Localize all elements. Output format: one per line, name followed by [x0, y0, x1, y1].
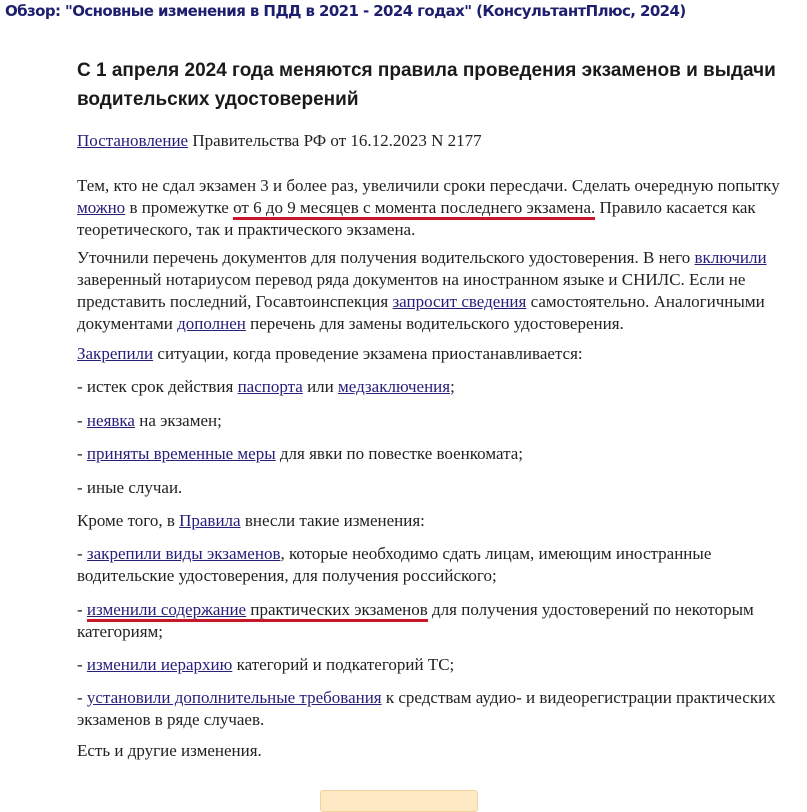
para4-text: внесли такие изменения: — [240, 511, 425, 530]
list-item — [77, 654, 792, 676]
list-text: - — [77, 544, 87, 563]
paragraph-retake — [77, 175, 792, 241]
para3-text: ситуации, когда проведение экзамена приостанавливается: — [153, 344, 583, 363]
list-text: или — [302, 377, 338, 396]
para4-text: Кроме того, в — [77, 511, 180, 530]
highlighted-retake-period: от 6 до 9 месяцев с момента последнего экзамена. — [233, 198, 595, 220]
list-text: к средствам аудио- и видеорегистрации практических экзаменов в ряде случаев. — [77, 688, 776, 729]
para2-text: перечень для замены водительского удостоверения. — [245, 314, 624, 333]
paragraph-documents — [77, 247, 792, 335]
link-pasporta[interactable]: паспорта — [237, 377, 303, 396]
list-item — [77, 687, 792, 731]
para2-text: Уточнили перечень документов для получения водительского удостоверения. В него — [77, 248, 695, 267]
list-text: для явки по повестке военкомата; — [275, 444, 523, 463]
link-medzaklyucheniya[interactable]: медзаключения — [338, 377, 451, 396]
list-text: - — [77, 655, 87, 674]
link-vidy-ekzamenov[interactable]: закрепили виды экзаменов — [86, 544, 281, 563]
para2-text: заверенный нотариусом перевод ряда документов на иностранном языке и СНИЛС. Если не представить последний, Госавтоинспекция — [77, 270, 746, 311]
para1-text: в промежутке — [125, 198, 234, 217]
link-mozhno[interactable]: можно — [77, 198, 126, 217]
para2-text: самостоятельно. Аналогичными документами — [77, 292, 765, 333]
source-line — [77, 130, 792, 152]
link-vremennye-mery[interactable]: приняты временные меры — [86, 444, 276, 463]
section-title: С 1 апреля 2024 года меняются правила проведения экзаменов и выдачи водительских удостоверений — [77, 60, 776, 110]
source-text: Правительства РФ от 16.12.2023 N 2177 — [188, 131, 482, 150]
list-item — [77, 410, 792, 432]
link-izmenili-ierarhiyu[interactable]: изменили иерархию — [86, 655, 233, 674]
link-zaprosit-svedeniya[interactable]: запросит сведения — [392, 292, 527, 311]
more-button[interactable] — [320, 790, 478, 812]
link-izmenili-soderzhanie[interactable]: изменили содержание — [87, 600, 246, 622]
link-dopolnen[interactable]: дополнен — [177, 314, 246, 333]
list-text: - иные случаи. — [77, 478, 183, 497]
list-text: , которые необходимо сдать лицам, имеющим иностранные водительские удостоверения, для получения российского; — [77, 544, 712, 585]
list-text: для получения удостоверений по некоторым категориям; — [77, 600, 754, 641]
link-zakrepili[interactable]: Закрепили — [77, 344, 154, 363]
list-text: категорий и подкатегорий ТС; — [232, 655, 455, 674]
closing-note: Есть и другие изменения. — [77, 741, 262, 760]
list-text: - истек срок действия — [77, 377, 238, 396]
source-link[interactable]: Постановление — [77, 131, 189, 150]
highlighted-practical-exams: практических экзаменов — [246, 600, 428, 622]
list-text: - — [77, 411, 87, 430]
list-item — [77, 599, 792, 643]
list-item — [77, 477, 792, 499]
list-text: - — [77, 600, 87, 619]
list-text: - — [77, 444, 87, 463]
list-item — [77, 543, 792, 587]
link-dopolnitelnye-trebovaniya[interactable]: установили дополнительные требования — [86, 688, 382, 707]
paragraph-suspension — [77, 343, 792, 365]
para1-text: Правило касается как теоретического, так и практического экзамена. — [77, 198, 756, 239]
para1-text: Тем, кто не сдал экзамен 3 и более раз, увеличили сроки пересдачи. Сделать очередную попытку — [77, 176, 780, 195]
paragraph-rules — [77, 510, 792, 532]
list-text: ; — [450, 377, 455, 396]
list-text: на экзамен; — [134, 411, 222, 430]
list-item — [77, 376, 792, 398]
link-vklyuchili[interactable]: включили — [694, 248, 767, 267]
link-pravila[interactable]: Правила — [179, 511, 241, 530]
list-item — [77, 443, 792, 465]
link-neyavka[interactable]: неявка — [86, 411, 135, 430]
list-text: - — [77, 688, 87, 707]
article-caption: Обзор: "Основные изменения в ПДД в 2021 - 2024 годах" (КонсультантПлюс, 2024) — [5, 2, 686, 20]
